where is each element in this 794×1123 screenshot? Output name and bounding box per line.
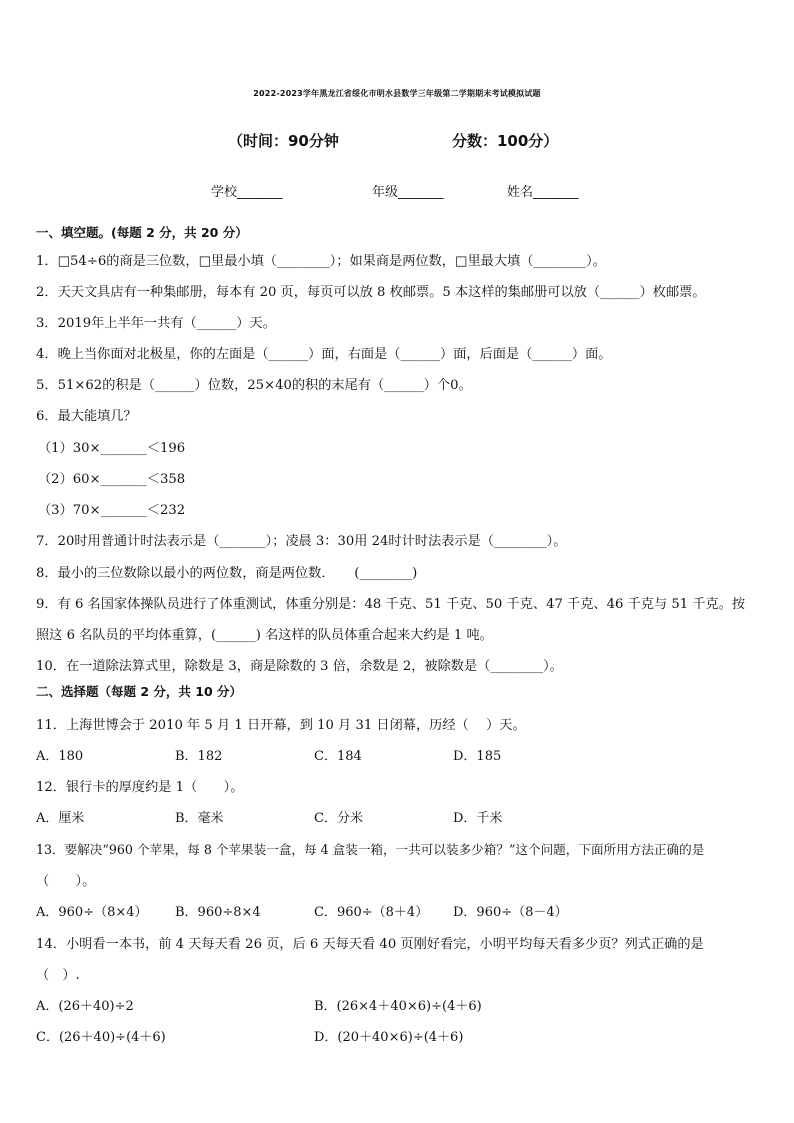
question-11: 11．上海世博会于 2010 年 5 月 1 日开幕，到 10 月 31 日闭幕，历经（ ）天。 bbox=[36, 718, 526, 733]
page-title: 2022-2023学年黑龙江省绥化市明水县数学三年级第二学期期末考试模拟试题 bbox=[253, 89, 541, 98]
question-11-option-c: C．184 bbox=[314, 749, 362, 764]
section-heading-multiple-choice: 二、选择题（每题 2 分，共 10 分） bbox=[36, 684, 243, 699]
section-heading-fill-blank: 一、填空题。(每题 2 分，共 20 分） bbox=[36, 225, 248, 240]
question-12-option-b: B．毫米 bbox=[175, 811, 224, 826]
question-11-option-a: A．180 bbox=[36, 749, 84, 764]
question-10: 10．在一道除法算式里，除数是 3，商是除数的 3 倍，余数是 2，被除数是（________）。 bbox=[36, 659, 563, 674]
question-12: 12．银行卡的厚度约是 1（ ）。 bbox=[36, 780, 244, 795]
school-field: 学校_______ bbox=[211, 185, 283, 200]
question-13-option-c: C．960÷（8＋4） bbox=[314, 905, 429, 920]
question-14-option-d: D．(20＋40×6)÷(4＋6) bbox=[314, 1030, 464, 1045]
question-13-option-a: A．960÷（8×4） bbox=[36, 905, 148, 920]
question-3: 3．2019年上半年一共有（______）天。 bbox=[36, 316, 276, 331]
question-2: 2．天天文具店有一种集邮册，每本有 20 页，每页可以放 8 枚邮票。5 本这样的集邮册可以放（______）枚邮票。 bbox=[36, 285, 706, 300]
question-4: 4．晚上当你面对北极星，你的左面是（______）面，右面是（______）面，后面是（______）面。 bbox=[36, 347, 612, 362]
question-1: 1．□54÷6的商是三位数，□里最小填（________）；如果商是两位数，□里最大填（________）。 bbox=[36, 254, 606, 269]
question-6-part-1: （1）30×_______＜196 bbox=[38, 441, 186, 456]
question-7: 7．20时用普通计时法表示是（_______）；凌晨 3：30用 24时计时法表示是（________）。 bbox=[36, 534, 567, 549]
question-12-option-a: A．厘米 bbox=[36, 811, 85, 826]
question-12-option-d: D．千米 bbox=[453, 811, 503, 826]
question-14-option-b: B．(26×4＋40×6)÷(4＋6) bbox=[314, 999, 482, 1014]
exam-score: 分数：100分） bbox=[452, 132, 559, 150]
question-6: 6．最大能填几？ bbox=[36, 409, 137, 424]
question-6-part-3: （3）70×_______＜232 bbox=[38, 503, 186, 518]
question-14-option-a: A．(26＋40)÷2 bbox=[36, 999, 134, 1014]
question-8: 8．最小的三位数除以最小的两位数，商是两位数． (________) bbox=[36, 566, 418, 581]
question-13-option-d: D．960÷（8－4） bbox=[453, 905, 568, 920]
exam-time: （时间：90分钟 bbox=[228, 132, 339, 150]
question-13-option-b: B．960÷8×4 bbox=[175, 905, 261, 920]
question-14-option-c: C．(26＋40)÷(4＋6) bbox=[36, 1030, 166, 1045]
question-11-option-d: D．185 bbox=[453, 749, 502, 764]
question-14-line-1: 14．小明看一本书，前 4 天每天看 26 页，后 6 天每天看 40 页刚好看完，小明平均每天看多少页？列式正确的是 bbox=[36, 937, 704, 952]
question-9-line-1: 9．有 6 名国家体操队员进行了体重测试，体重分别是：48 千克、51 千克、50 千克、47 千克、46 千克与 51 千克。按 bbox=[36, 597, 746, 612]
question-14-line-2: （ ）. bbox=[36, 968, 80, 983]
question-9-line-2: 照这 6 名队员的平均体重算，(______) 名这样的队员体重合起来大约是 1 吨。 bbox=[36, 628, 493, 643]
question-5: 5．51×62的积是（______）位数，25×40的积的末尾有（______）个0。 bbox=[36, 378, 472, 393]
question-13-line-2: （ ）。 bbox=[36, 874, 96, 889]
question-11-option-b: B．182 bbox=[175, 749, 223, 764]
question-12-option-c: C．分米 bbox=[314, 811, 363, 826]
question-6-part-2: （2）60×_______＜358 bbox=[38, 472, 186, 487]
name-field: 姓名_______ bbox=[507, 185, 579, 200]
grade-field: 年级_______ bbox=[372, 185, 444, 200]
question-13-line-1: 13．要解决“960 个苹果，每 8 个苹果装一盒，每 4 盒装一箱，一共可以装多少箱？”这个问题，下面所用方法正确的是 bbox=[36, 842, 705, 857]
